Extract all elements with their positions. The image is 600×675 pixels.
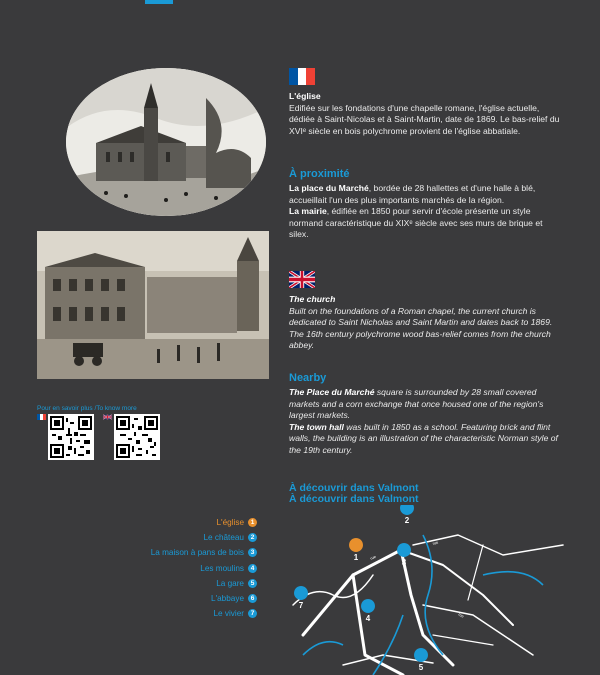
poi-item-moulins[interactable] <box>151 561 257 576</box>
fr-church-body: Edifiée sur les fondations d'une chapelle romane, l'église actuelle, dédiée à Saint-Nicolas et à Saint-Martin, date de 1869. Le bas-relief du XVIᵉ siècle en bois polychrome provient de l'église abbatiale. <box>289 102 560 136</box>
fr-church-heading: L'église <box>289 91 321 101</box>
poi-label: Le château <box>203 533 244 543</box>
en-church-heading: The church <box>289 294 336 304</box>
church-illustration <box>66 68 266 216</box>
en-nearby-section <box>289 387 564 457</box>
map-marker-label: 2 <box>404 516 410 525</box>
fr-church-section <box>289 91 564 137</box>
map-marker-2-icon <box>400 505 414 530</box>
qr-block-en <box>103 414 112 420</box>
top-tab <box>145 0 173 4</box>
en-nearby-title: Nearby <box>289 372 327 384</box>
valmont-map[interactable] <box>283 505 600 675</box>
map-marker-1-icon <box>349 538 363 567</box>
poi-number-badge: 4 <box>248 564 257 573</box>
poi-item-vivier[interactable] <box>151 606 257 621</box>
map-marker-label: 1 <box>353 553 359 562</box>
poi-item-eglise[interactable] <box>151 515 257 530</box>
fr-place-name: La place du Marché <box>289 183 369 193</box>
en-church-section <box>289 294 564 352</box>
map-marker-4-icon <box>361 599 375 628</box>
fr-mini-flag-icon <box>37 414 46 420</box>
poi-item-chateau[interactable] <box>151 530 257 545</box>
market-square-photo <box>37 231 269 379</box>
poi-label: Le vivier <box>213 609 244 619</box>
map-marker-7-icon <box>294 586 308 615</box>
fr-mairie-name: La mairie <box>289 206 327 217</box>
poi-item-gare[interactable] <box>151 576 257 591</box>
discover-title-line1: À découvrir dans Valmont <box>289 482 419 494</box>
fr-nearby-section <box>289 183 564 241</box>
qr-code-fr[interactable] <box>48 414 94 460</box>
uk-mini-flag-icon <box>103 414 112 420</box>
poi-number-badge: 6 <box>248 594 257 603</box>
poi-number-badge: 3 <box>248 548 257 557</box>
poi-list <box>151 515 257 621</box>
svg-text:rue: rue <box>457 611 466 619</box>
poi-label: L'église <box>216 518 244 528</box>
discover-title-line2: À découvrir dans Valmont <box>289 493 419 505</box>
poi-number-badge: 1 <box>248 518 257 527</box>
uk-flag-icon <box>289 271 315 288</box>
map-marker-label: 3 <box>401 558 407 567</box>
french-flag-icon <box>289 68 315 85</box>
svg-text:rue: rue <box>431 539 439 546</box>
en-hall-name: The town hall <box>289 421 344 432</box>
discover-title <box>289 483 419 505</box>
poi-label: L'abbaye <box>211 594 244 604</box>
qr-block-fr <box>37 414 46 420</box>
en-place-name: The Place du Marché <box>289 387 375 397</box>
poi-item-maison[interactable] <box>151 545 257 560</box>
map-marker-label: 4 <box>365 614 371 623</box>
poi-label: La maison à pans de bois <box>150 548 244 558</box>
svg-text:rue: rue <box>369 553 377 561</box>
qr-code-en[interactable] <box>114 414 160 460</box>
poi-item-abbaye[interactable] <box>151 591 257 606</box>
map-marker-label: 7 <box>298 601 304 610</box>
en-place-text: square is surrounded by 28 small covered markets and a corn exchange that once housed one of the region's largest markets. <box>289 387 544 421</box>
en-hall-text: was built in 1850 as a school. Featuring brick and flint walls, the building is an illustration of the characteristic Norman style of the 19th century. <box>289 421 558 455</box>
fr-nearby-title: À proximité <box>289 168 350 180</box>
qr-caption: Pour en savoir plus /To know more <box>37 405 137 412</box>
poi-number-badge: 7 <box>248 609 257 618</box>
poi-label: Les moulins <box>200 563 244 573</box>
fr-mairie-text: , édifiée en 1850 pour servir d'école présente un style normand caractéristique du XIXᵉ siècle avec ses murs de brique et silex. <box>289 206 543 240</box>
poi-label: La gare <box>216 578 244 588</box>
poi-number-badge: 5 <box>248 579 257 588</box>
fr-place-text: , bordée de 28 hallettes et d'une halle à blé, accueillait l'un des plus importants marchés de la région. <box>289 183 536 205</box>
en-church-body: Built on the foundations of a Roman chapel, the current church is dedicated to Saint Nicholas and Saint Martin and dates back to 1869. The 16th century polychrome wood bas-relief comes from the church abbey. <box>289 305 553 351</box>
poi-number-badge: 2 <box>248 533 257 542</box>
map-marker-label: 5 <box>418 663 424 672</box>
